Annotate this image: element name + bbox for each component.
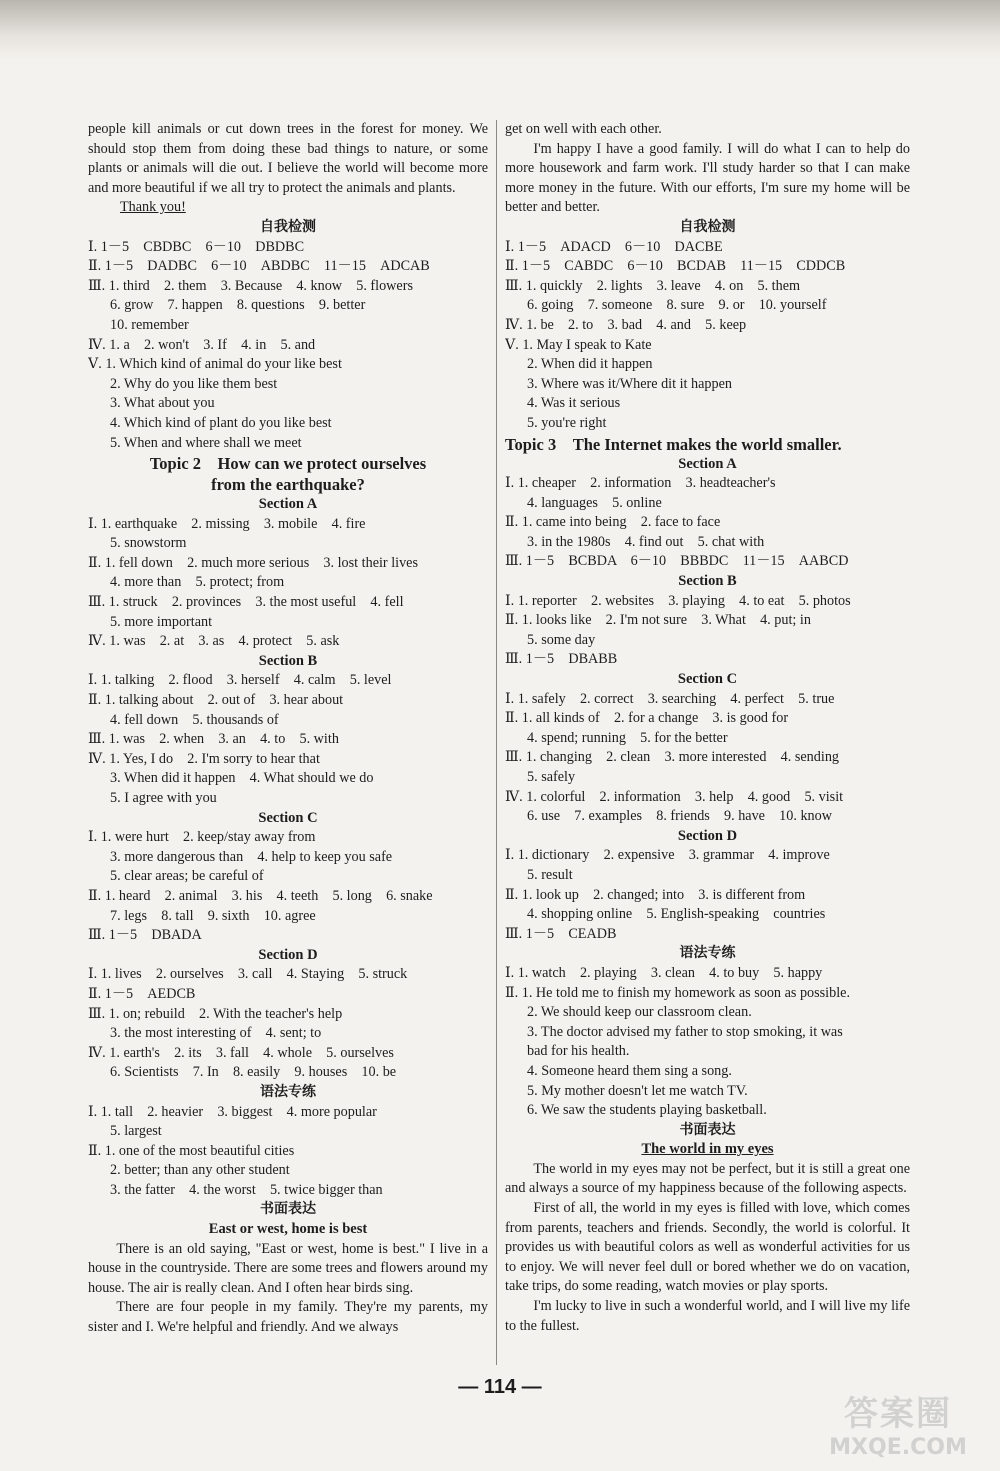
answer-line: 7. legs 8. tall 9. sixth 10. agree xyxy=(110,907,316,924)
essay-paragraph: The world in my eyes may not be perfect, but it is still a great one and always a source of my happiness because of the following aspects. xyxy=(505,1160,910,1197)
answer-line: Ⅱ. 1－5 CABDC 6－10 BCDAB 11－15 CDDCB xyxy=(505,258,846,275)
answer-line: Ⅱ. 1－5 AEDCB xyxy=(88,985,196,1002)
watermark-cn: 答案圈 xyxy=(844,1394,952,1434)
answer-line: Ⅲ. 1. was 2. when 3. an 4. to 5. with xyxy=(88,731,339,748)
answer-line: Ⅰ. 1. watch 2. playing 3. clean 4. to buy 5. happy xyxy=(505,964,823,981)
answer-line: Ⅰ. 1. safely 2. correct 3. searching 4. perfect 5. true xyxy=(505,690,835,707)
answer-line: 10. remember xyxy=(110,316,189,333)
answer-line: Ⅳ. 1. be 2. to 3. bad 4. and 5. keep xyxy=(505,316,747,333)
answer-line: Ⅴ. 1. Which kind of animal do your like best xyxy=(88,356,342,373)
answer-line: 6. going 7. someone 8. sure 9. or 10. yourself xyxy=(527,297,827,314)
answer-line: 3. more dangerous than 4. help to keep you safe xyxy=(110,848,393,865)
essay-continuation: get on well with each other. xyxy=(505,121,662,137)
column-divider xyxy=(496,120,497,1365)
answer-line: Ⅰ. 1. earthquake 2. missing 3. mobile 4. fire xyxy=(88,515,366,532)
topic-3-title: Topic 3 The Internet makes the world smaller. xyxy=(505,434,842,454)
section-c-heading: Section C xyxy=(677,671,738,688)
answer-line: Ⅱ. 1. came into being 2. face to face xyxy=(505,514,721,531)
essay-paragraph: I'm lucky to live in such a wonderful world, and I will live my life to the fullest. xyxy=(505,1298,910,1334)
answer-line: Ⅱ. 1－5 DADBC 6－10 ABDBC 11－15 ADCAB xyxy=(88,258,430,275)
answer-line: 2. We should keep our classroom clean. xyxy=(527,1004,752,1021)
essay-title: East or west, home is best xyxy=(208,1221,368,1238)
answer-line: Ⅳ. 1. Yes, I do 2. I'm sorry to hear that xyxy=(88,750,320,767)
answer-line: Ⅳ. 1. earth's 2. its 3. fall 4. whole 5. ourselves xyxy=(88,1044,394,1061)
answer-line: 3. the most interesting of 4. sent; to xyxy=(110,1025,322,1042)
answer-line: Ⅰ. 1－5 ADACD 6－10 DACBE xyxy=(505,238,723,255)
answer-line: Ⅰ. 1. were hurt 2. keep/stay away from xyxy=(88,829,316,846)
grammar-heading: 语法专练 xyxy=(679,945,736,962)
answer-line: Ⅲ. 1. changing 2. clean 3. more interested 4. sending xyxy=(505,749,840,766)
section-a-heading: Section A xyxy=(678,455,737,472)
answer-line: Ⅲ. 1－5 CEADB xyxy=(505,925,617,942)
answer-line: 5. largest xyxy=(110,1123,162,1140)
answer-line: 4. spend; running 5. for the better xyxy=(527,729,728,746)
answer-line: 3. the fatter 4. the worst 5. twice bigger than xyxy=(110,1181,383,1198)
answer-line: 3. Where was it/Where dit it happen xyxy=(527,375,732,392)
watermark-en: MXQE.COM xyxy=(829,1435,967,1460)
answer-line: Ⅰ. 1. lives 2. ourselves 3. call 4. Staying 5. struck xyxy=(88,966,408,983)
grammar-heading: 语法专练 xyxy=(260,1083,316,1100)
thanks-line: Thank you! xyxy=(120,199,186,216)
writing-heading: 书面表达 xyxy=(260,1201,316,1218)
answer-line: 3. The doctor advised my father to stop smoking, it was xyxy=(527,1023,843,1040)
answer-line: 5. you're right xyxy=(527,414,607,431)
answer-line: 6. We saw the students playing basketball. xyxy=(527,1102,767,1119)
answer-line: Ⅲ. 1－5 BCBDA 6－10 BBBDC 11－15 AABCD xyxy=(505,553,849,570)
self-check-heading: 自我检测 xyxy=(679,218,736,235)
answer-line: 4. Which kind of plant do you like best xyxy=(110,414,332,431)
essay-paragraph: There are four people in my family. They're my parents, my sister and I. We're helpful and friendly. And we always xyxy=(88,1299,488,1336)
topic-2-title: Topic 2 How can we protect ourselves xyxy=(149,454,427,474)
answer-line: Ⅲ. 1－5 DBABB xyxy=(505,651,618,668)
section-b-heading: Section B xyxy=(678,573,737,590)
answer-line: 6. use 7. examples 8. friends 9. have 10. know xyxy=(527,808,832,825)
answer-line: 2. When did it happen xyxy=(527,356,653,373)
answer-line: 5. snowstorm xyxy=(110,535,187,552)
answer-line: 2. better; than any other student xyxy=(110,1162,290,1179)
self-check-heading: 自我检测 xyxy=(260,218,316,235)
answer-line: Ⅳ. 1. was 2. at 3. as 4. protect 5. ask xyxy=(88,633,340,650)
essay-title: The world in my eyes xyxy=(641,1141,774,1158)
answer-line: bad for his health. xyxy=(527,1043,630,1060)
section-d-heading: Section D xyxy=(258,946,318,963)
essay-paragraph: There is an old saying, "East or west, home is best." I live in a house in the countryside. There are some trees and flowers around my house. The air is really clean. And I often hear birds sing. xyxy=(88,1240,488,1296)
answer-line: 3. in the 1980s 4. find out 5. chat with xyxy=(527,533,765,550)
answer-line: Ⅲ. 1. on; rebuild 2. With the teacher's help xyxy=(88,1005,343,1022)
answer-line: Ⅴ. 1. May I speak to Kate xyxy=(505,336,652,353)
answer-line: Ⅱ. 1. fell down 2. much more serious 3. lost their lives xyxy=(88,554,418,571)
answer-line: Ⅰ. 1. cheaper 2. information 3. headteacher's xyxy=(505,475,776,492)
answer-line: 5. safely xyxy=(527,769,576,785)
section-c-heading: Section C xyxy=(258,809,318,826)
section-d-heading: Section D xyxy=(677,827,738,844)
essay-paragraph: I'm happy I have a good family. I will do what I can to help do more housework and farm work. I'll study harder so that I can make more money in the future. With our efforts, I'm sure my home will be better and better. xyxy=(505,140,910,216)
answer-line: 2. Why do you like them best xyxy=(110,375,278,392)
answer-line: Ⅰ. 1. tall 2. heavier 3. biggest 4. more popular xyxy=(88,1103,377,1120)
section-b-heading: Section B xyxy=(258,652,318,669)
left-column xyxy=(88,120,488,1338)
answer-line: 3. When did it happen 4. What should we do xyxy=(110,770,374,787)
right-column xyxy=(505,120,910,1336)
answer-line: Ⅲ. 1. quickly 2. lights 3. leave 4. on 5. them xyxy=(505,277,801,294)
answer-line: 5. I agree with you xyxy=(110,790,217,806)
intro-paragraph: people kill animals or cut down trees in the forest for money. We should stop them from doing these bad things to nature, or some plants or animals will die out. I believe the world will become more and more beautiful if we all try to protect the animals and plants. xyxy=(88,121,488,196)
answer-line: Ⅱ. 1. He told me to finish my homework as soon as possible. xyxy=(505,984,850,1001)
answer-line: 4. shopping online 5. English-speaking countries xyxy=(527,906,826,923)
answer-line: Ⅱ. 1. look up 2. changed; into 3. is different from xyxy=(505,886,806,903)
answer-line: Ⅱ. 1. one of the most beautiful cities xyxy=(88,1142,295,1159)
answer-line: 6. Scientists 7. In 8. easily 9. houses 10. be xyxy=(110,1064,397,1081)
answer-line: Ⅲ. 1－5 DBADA xyxy=(88,927,202,944)
answer-line: 5. My mother doesn't let me watch TV. xyxy=(527,1082,748,1099)
answer-line: Ⅳ. 1. colorful 2. information 3. help 4. good 5. visit xyxy=(505,788,844,805)
answer-line: Ⅰ. 1. dictionary 2. expensive 3. grammar 4. improve xyxy=(505,847,830,864)
essay-paragraph: First of all, the world in my eyes is filled with love, which comes from parents, teachers and friends. Secondly, the world is colorful. It provides us with beautiful colors as well as wonderful activities for us to enjoy. We will never feel dull or bored whether we do on vacation, take trips, do some reading, watch movies or play sports. xyxy=(505,1200,910,1295)
watermark-logo xyxy=(808,1393,988,1465)
answer-line: Ⅲ. 1. struck 2. provinces 3. the most useful 4. fell xyxy=(88,594,404,611)
scan-top-shadow xyxy=(0,0,1000,60)
page-number: — 114 — xyxy=(458,1376,542,1398)
answer-line: 4. languages 5. online xyxy=(527,494,662,511)
answer-line: Ⅰ. 1－5 CBDBC 6－10 DBDBC xyxy=(88,238,305,255)
answer-line: 4. Was it serious xyxy=(527,395,621,412)
answer-line: Ⅱ. 1. talking about 2. out of 3. hear about xyxy=(88,692,344,709)
answer-line: Ⅱ. 1. all kinds of 2. for a change 3. is good for xyxy=(505,710,789,727)
answer-line: Ⅳ. 1. a 2. won't 3. If 4. in 5. and xyxy=(88,336,316,353)
answer-line: 4. fell down 5. thousands of xyxy=(110,711,279,728)
answer-line: 4. Someone heard them sing a song. xyxy=(527,1062,732,1079)
answer-line: 5. clear areas; be careful of xyxy=(110,868,264,885)
answer-line: 6. grow 7. happen 8. questions 9. better xyxy=(110,297,366,314)
answer-line: 5. more important xyxy=(110,613,213,630)
answer-line: Ⅱ. 1. looks like 2. I'm not sure 3. What 4. put; in xyxy=(505,612,811,629)
writing-heading: 书面表达 xyxy=(679,1121,736,1138)
answer-line: 5. When and where shall we meet xyxy=(110,434,302,451)
answer-line: Ⅰ. 1. reporter 2. websites 3. playing 4. to eat 5. photos xyxy=(505,592,851,609)
answer-line: Ⅲ. 1. third 2. them 3. Because 4. know 5. flowers xyxy=(88,277,413,294)
answer-line: Ⅰ. 1. talking 2. flood 3. herself 4. calm 5. level xyxy=(88,672,392,689)
answer-line: 3. What about you xyxy=(110,395,215,412)
answer-line: 5. some day xyxy=(527,631,596,648)
section-a-heading: Section A xyxy=(258,496,318,513)
answer-line: 4. more than 5. protect; from xyxy=(110,574,285,591)
topic-2-title-cont: from the earthquake? xyxy=(211,475,365,495)
answer-line: Ⅱ. 1. heard 2. animal 3. his 4. teeth 5. long 6. snake xyxy=(88,887,433,904)
answer-line: 5. result xyxy=(527,866,573,883)
